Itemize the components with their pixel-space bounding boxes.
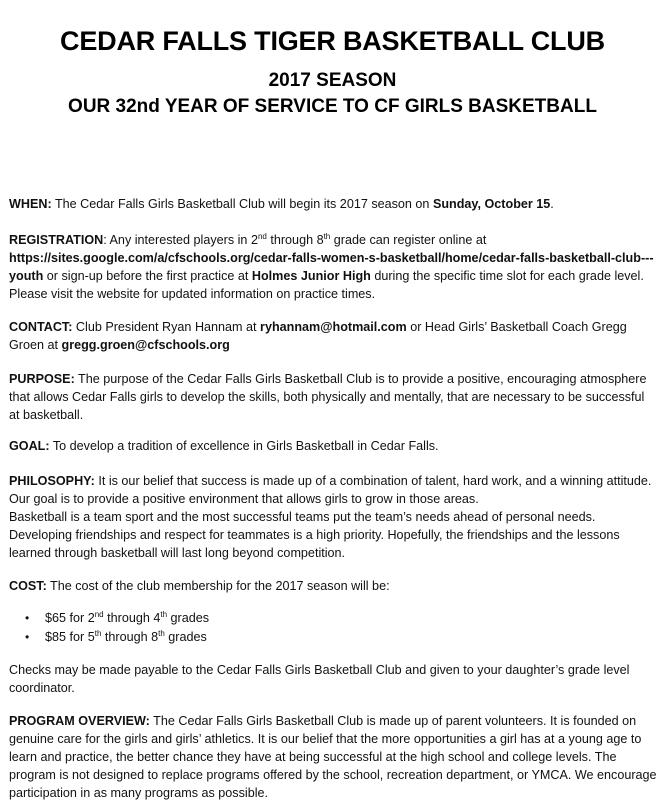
registration-text: or sign-up before the first practice at [43,269,252,283]
contact-text: or Head Girls’ Basketball Coach Gregg Groen at [9,320,627,352]
registration-text: : Any interested players in 2 [103,233,258,247]
checks-section [9,661,657,697]
cost-label: COST: [9,579,47,593]
superscript: th [323,232,331,241]
cost-list [9,609,657,647]
when-section [9,195,657,213]
cost-item-text: through 4 [103,611,161,625]
list-item [9,609,657,628]
cost-section [9,577,657,595]
season-heading: 2017 SEASON [268,70,397,91]
contact-label: CONTACT: [9,320,73,334]
purpose-section [9,370,657,424]
philosophy-section [9,472,657,562]
registration-text: grade can register online at [330,233,487,247]
superscript: nd [94,610,104,619]
club-title: CEDAR FALLS TIGER BASKETBALL CLUB [60,26,605,56]
registration-text: through 8 [266,233,324,247]
registration-text: during the specific time slot for each grade level. Please visit the website for updated information on practice times. [9,269,644,301]
cost-list-section [9,609,657,647]
cost-item-text: grades [167,611,210,625]
cost-text: The cost of the club membership for the 2017 season will be: [46,579,390,593]
cost-item-text: $85 for 5 [45,630,95,644]
contact-text: Club President Ryan Hannam at [72,320,261,334]
overview-text: The Cedar Falls Girls Basketball Club is made up of parent volunteers. It is founded on genuine care for the girls and girls’ athletics. It is our belief that the more opportunities a girl has at a young age to learn and practice, the better chance they have at being successful at the high school and college levels. The program is not designed to replace programs offered by the school, recreation department, or YMCA. We encourage participation in as many programs as possible. [9,714,657,800]
purpose-label: PURPOSE: [9,372,75,386]
checks-text: Checks may be made payable to the Cedar Falls Girls Basketball Club and given to your daughter’s grade level coordinator. [9,663,630,695]
philosophy-paragraph-2: Basketball is a team sport and the most successful teams put the team’s needs ahead of personal needs. Developing friendships and respect for teammates is a high priority. Hopefully, the friendships and the lessons learned through basketball will last long beyond competition. [9,510,620,560]
superscript: th [158,629,165,638]
superscript: nd [257,232,267,241]
superscript: th [94,629,102,638]
when-date: Sunday, October 15 [432,197,551,211]
tagline-heading: OUR 32nd YEAR OF SERVICE TO CF GIRLS BASKETBALL [68,96,597,117]
cost-item-text: grades [164,630,207,644]
contact-section [9,318,657,354]
registration-url[interactable]: https://sites.google.com/a/cfschools.org/cedar-falls-women-s-basketball/home/cedar-falls-basketball-club---youth [9,251,654,283]
philosophy-label: PHILOSOPHY: [9,474,95,488]
registration-location: Holmes Junior High [251,269,371,283]
goal-label: GOAL: [9,439,50,453]
registration-label: REGISTRATION [9,233,104,247]
registration-section [9,231,657,303]
cost-item-text: through 8 [101,630,159,644]
purpose-text: The purpose of the Cedar Falls Girls Basketball Club is to provide a positive, encouraging atmosphere that allows Cedar Falls girls to develop the skills, both physically and mentally, that are necessary to be successful at basketball. [9,372,647,422]
overview-label: PROGRAM OVERVIEW: [9,714,150,728]
superscript: th [160,610,168,619]
contact-email-president[interactable]: ryhannam@hotmail.com [260,320,407,334]
when-text: The Cedar Falls Girls Basketball Club will begin its 2017 season on [51,197,433,211]
when-end: . [550,197,554,211]
bullet-icon: • [25,611,30,625]
goal-text: To develop a tradition of excellence in Girls Basketball in Cedar Falls. [49,439,439,453]
bullet-icon: • [25,630,30,644]
philosophy-text: It is our belief that success is made up of a combination of talent, hard work, and a winning attitude. Our goal is to provide a positive environment that allows girls to grow in those areas. [9,474,652,506]
when-label: WHEN: [9,197,52,211]
overview-section [9,712,657,802]
goal-section [9,437,657,455]
contact-email-coach[interactable]: gregg.groen@cfschools.org [61,338,230,352]
list-item [9,628,657,647]
cost-item-text: $65 for 2 [45,611,95,625]
